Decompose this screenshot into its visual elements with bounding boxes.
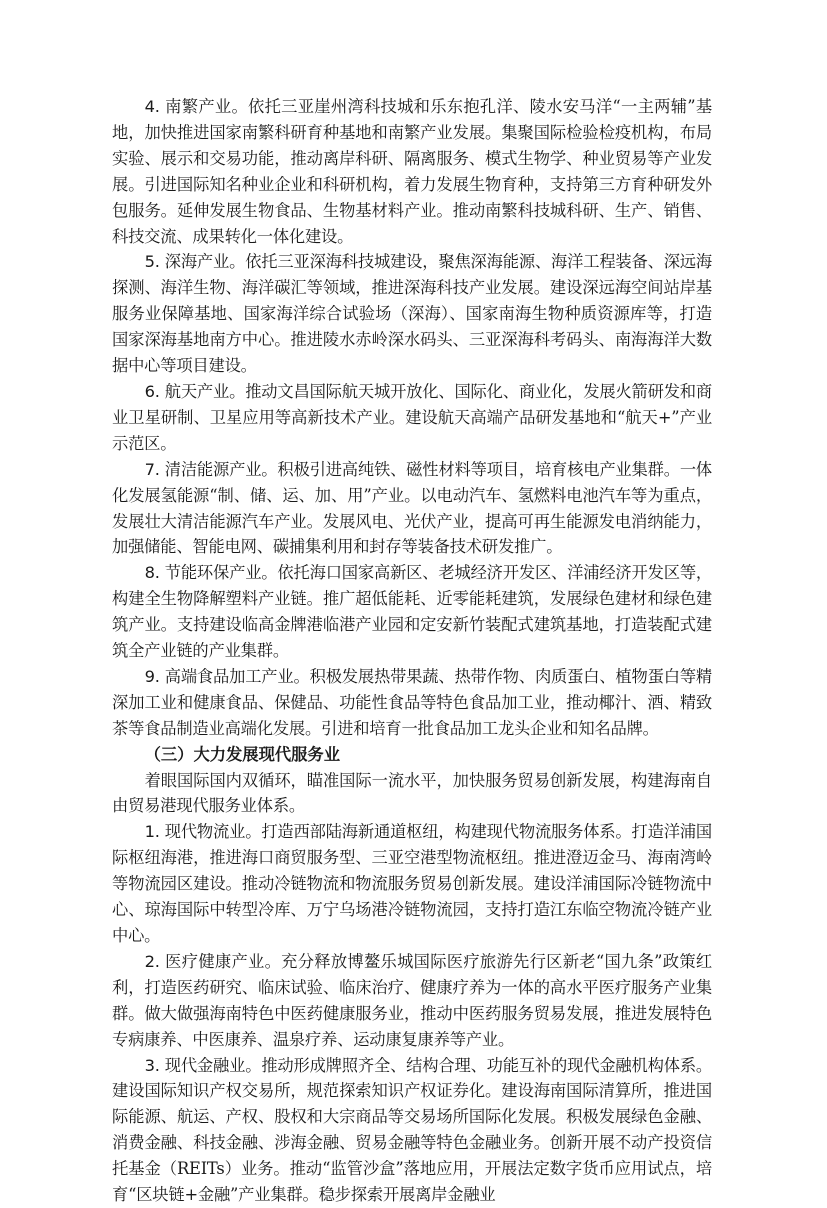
item-lead: 5. 深海产业。 xyxy=(144,252,246,272)
paragraph-food-processing xyxy=(112,664,712,742)
item-lead: 6. 航天产业。 xyxy=(144,381,246,401)
item-text: 推动形成牌照齐全、结构合理、功能互补的现代金融机构体系。建设国际知识产权交易所，规范探索知识产权证券化。建设海南国际清算所，推进国际能源、航运、产权、股权和大宗商品等交易场所国际化发展。积极发展绿色金融、消费金融、科技金融、涉海金融、贸易金融等特色金融业务。创新开展不动产投资信托基金（REITs）业务。推动“监管沙盒”落地应用，开展法定数字货币应用试点，培育“区块链+金融”产业集群。稳步探索开展离岸金融业 xyxy=(112,1055,713,1205)
paragraph-finance xyxy=(112,1053,712,1208)
item-lead: 9. 高端食品加工产业。 xyxy=(144,666,310,686)
item-lead: 1. 现代物流业。 xyxy=(144,822,262,842)
item-lead: 8. 节能环保产业。 xyxy=(144,563,278,583)
paragraph-logistics xyxy=(112,819,712,949)
section-intro: 着眼国际国内双循环，瞄准国际一流水平，加快服务贸易创新发展，构建海南自由贸易港现代服务业体系。 xyxy=(112,770,712,816)
item-text: 打造西部陆海新通道枢纽，构建现代物流服务体系。打造洋浦国际枢纽海港，推进海口商贸服务型、三亚空港型物流枢纽。推进澄迈金马、海南湾岭等物流园区建设。推动冷链物流和物流服务贸易创新发展。建设洋浦国际冷链物流中心、琼海国际中转型冷库、万宁乌场港冷链物流园，支持打造江东临空物流冷链产业中心。 xyxy=(112,822,713,945)
paragraph-southern-breeding xyxy=(112,94,712,249)
item-text: 依托海口国家高新区、老城经济开发区、洋浦经济开发区等，构建全生物降解塑料产业链。推广超低能耗、近零能耗建筑，发展绿色建材和绿色建筑产业。支持建设临高金牌港临港产业园和定安新竹装配式建筑基地，打造装配式建筑全产业链的产业集群。 xyxy=(112,563,712,661)
item-text: 充分释放博鳌乐城国际医疗旅游先行区新老“国九条”政策红利，打造医药研究、临床试验、临床治疗、健康疗养为一体的高水平医疗服务产业集群。做大做强海南特色中医药健康服务业，推动中医药服务贸易发展，推进发展特色专病康养、中医康养、温泉疗养、运动康复康养等产业。 xyxy=(112,951,712,1049)
paragraph-healthcare xyxy=(112,949,712,1053)
paragraph-deep-sea xyxy=(112,249,712,379)
section-heading: （三）大力发展现代服务业 xyxy=(144,744,340,764)
item-text: 推动文昌国际航天城开放化、国际化、商业化，发展火箭研发和商业卫星研制、卫星应用等高新技术产业。建设航天高端产品研发基地和“航天+”产业示范区。 xyxy=(112,381,712,453)
item-lead: 7. 清洁能源产业。 xyxy=(144,459,278,479)
item-lead: 3. 现代金融业。 xyxy=(144,1055,262,1075)
paragraph-clean-energy xyxy=(112,457,712,561)
item-text: 依托三亚深海科技城建设，聚焦深海能源、海洋工程装备、深远海探测、海洋生物、海洋碳汇等领域，推进深海科技产业发展。建设深远海空间站岸基服务业保障基地、国家海洋综合试验场（深海）、国家南海生物种质资源库等，打造国家深海基地南方中心。推进陵水赤岭深水码头、三亚深海科考码头、南海海洋大数据中心等项目建设。 xyxy=(112,252,712,376)
paragraph-energy-saving xyxy=(112,560,712,664)
item-lead: 2. 医疗健康产业。 xyxy=(144,951,282,971)
paragraph-aerospace xyxy=(112,379,712,457)
item-text: 积极引进高纯铁、磁性材料等项目，培育核电产业集群。一体化发展氢能源“制、储、运、加、用”产业。以电动汽车、氢燃料电池汽车等为重点，发展壮大清洁能源汽车产业。发展风电、光伏产业，提高可再生能源发电消纳能力，加强储能、智能电网、碳捕集利用和封存等装备技术研发推广。 xyxy=(112,459,712,557)
item-text: 依托三亚崖州湾科技城和乐东抱孔洋、陵水安马洋“一主两辅”基地，加快推进国家南繁科研育种基地和南繁产业发展。集聚国际检验检疫机构，布局实验、展示和交易功能，推动离岸科研、隔离服务、模式生物学、种业贸易等产业发展。引进国际知名种业企业和科研机构，着力发展生物育种，支持第三方育种研发外包服务。延伸发展生物食品、生物基材料产业。推动南繁科技城科研、生产、销售、科技交流、成果转化一体化建设。 xyxy=(112,97,712,246)
item-text: 积极发展热带果蔬、热带作物、肉质蛋白、植物蛋白等精深加工业和健康食品、保健品、功能性食品等特色食品加工业，推动椰汁、酒、精致茶等食品制造业高端化发展。引进和培育一批食品加工龙头企业和知名品牌。 xyxy=(112,666,712,738)
document-body xyxy=(112,94,712,1208)
item-lead: 4. 南繁产业。 xyxy=(144,97,249,116)
